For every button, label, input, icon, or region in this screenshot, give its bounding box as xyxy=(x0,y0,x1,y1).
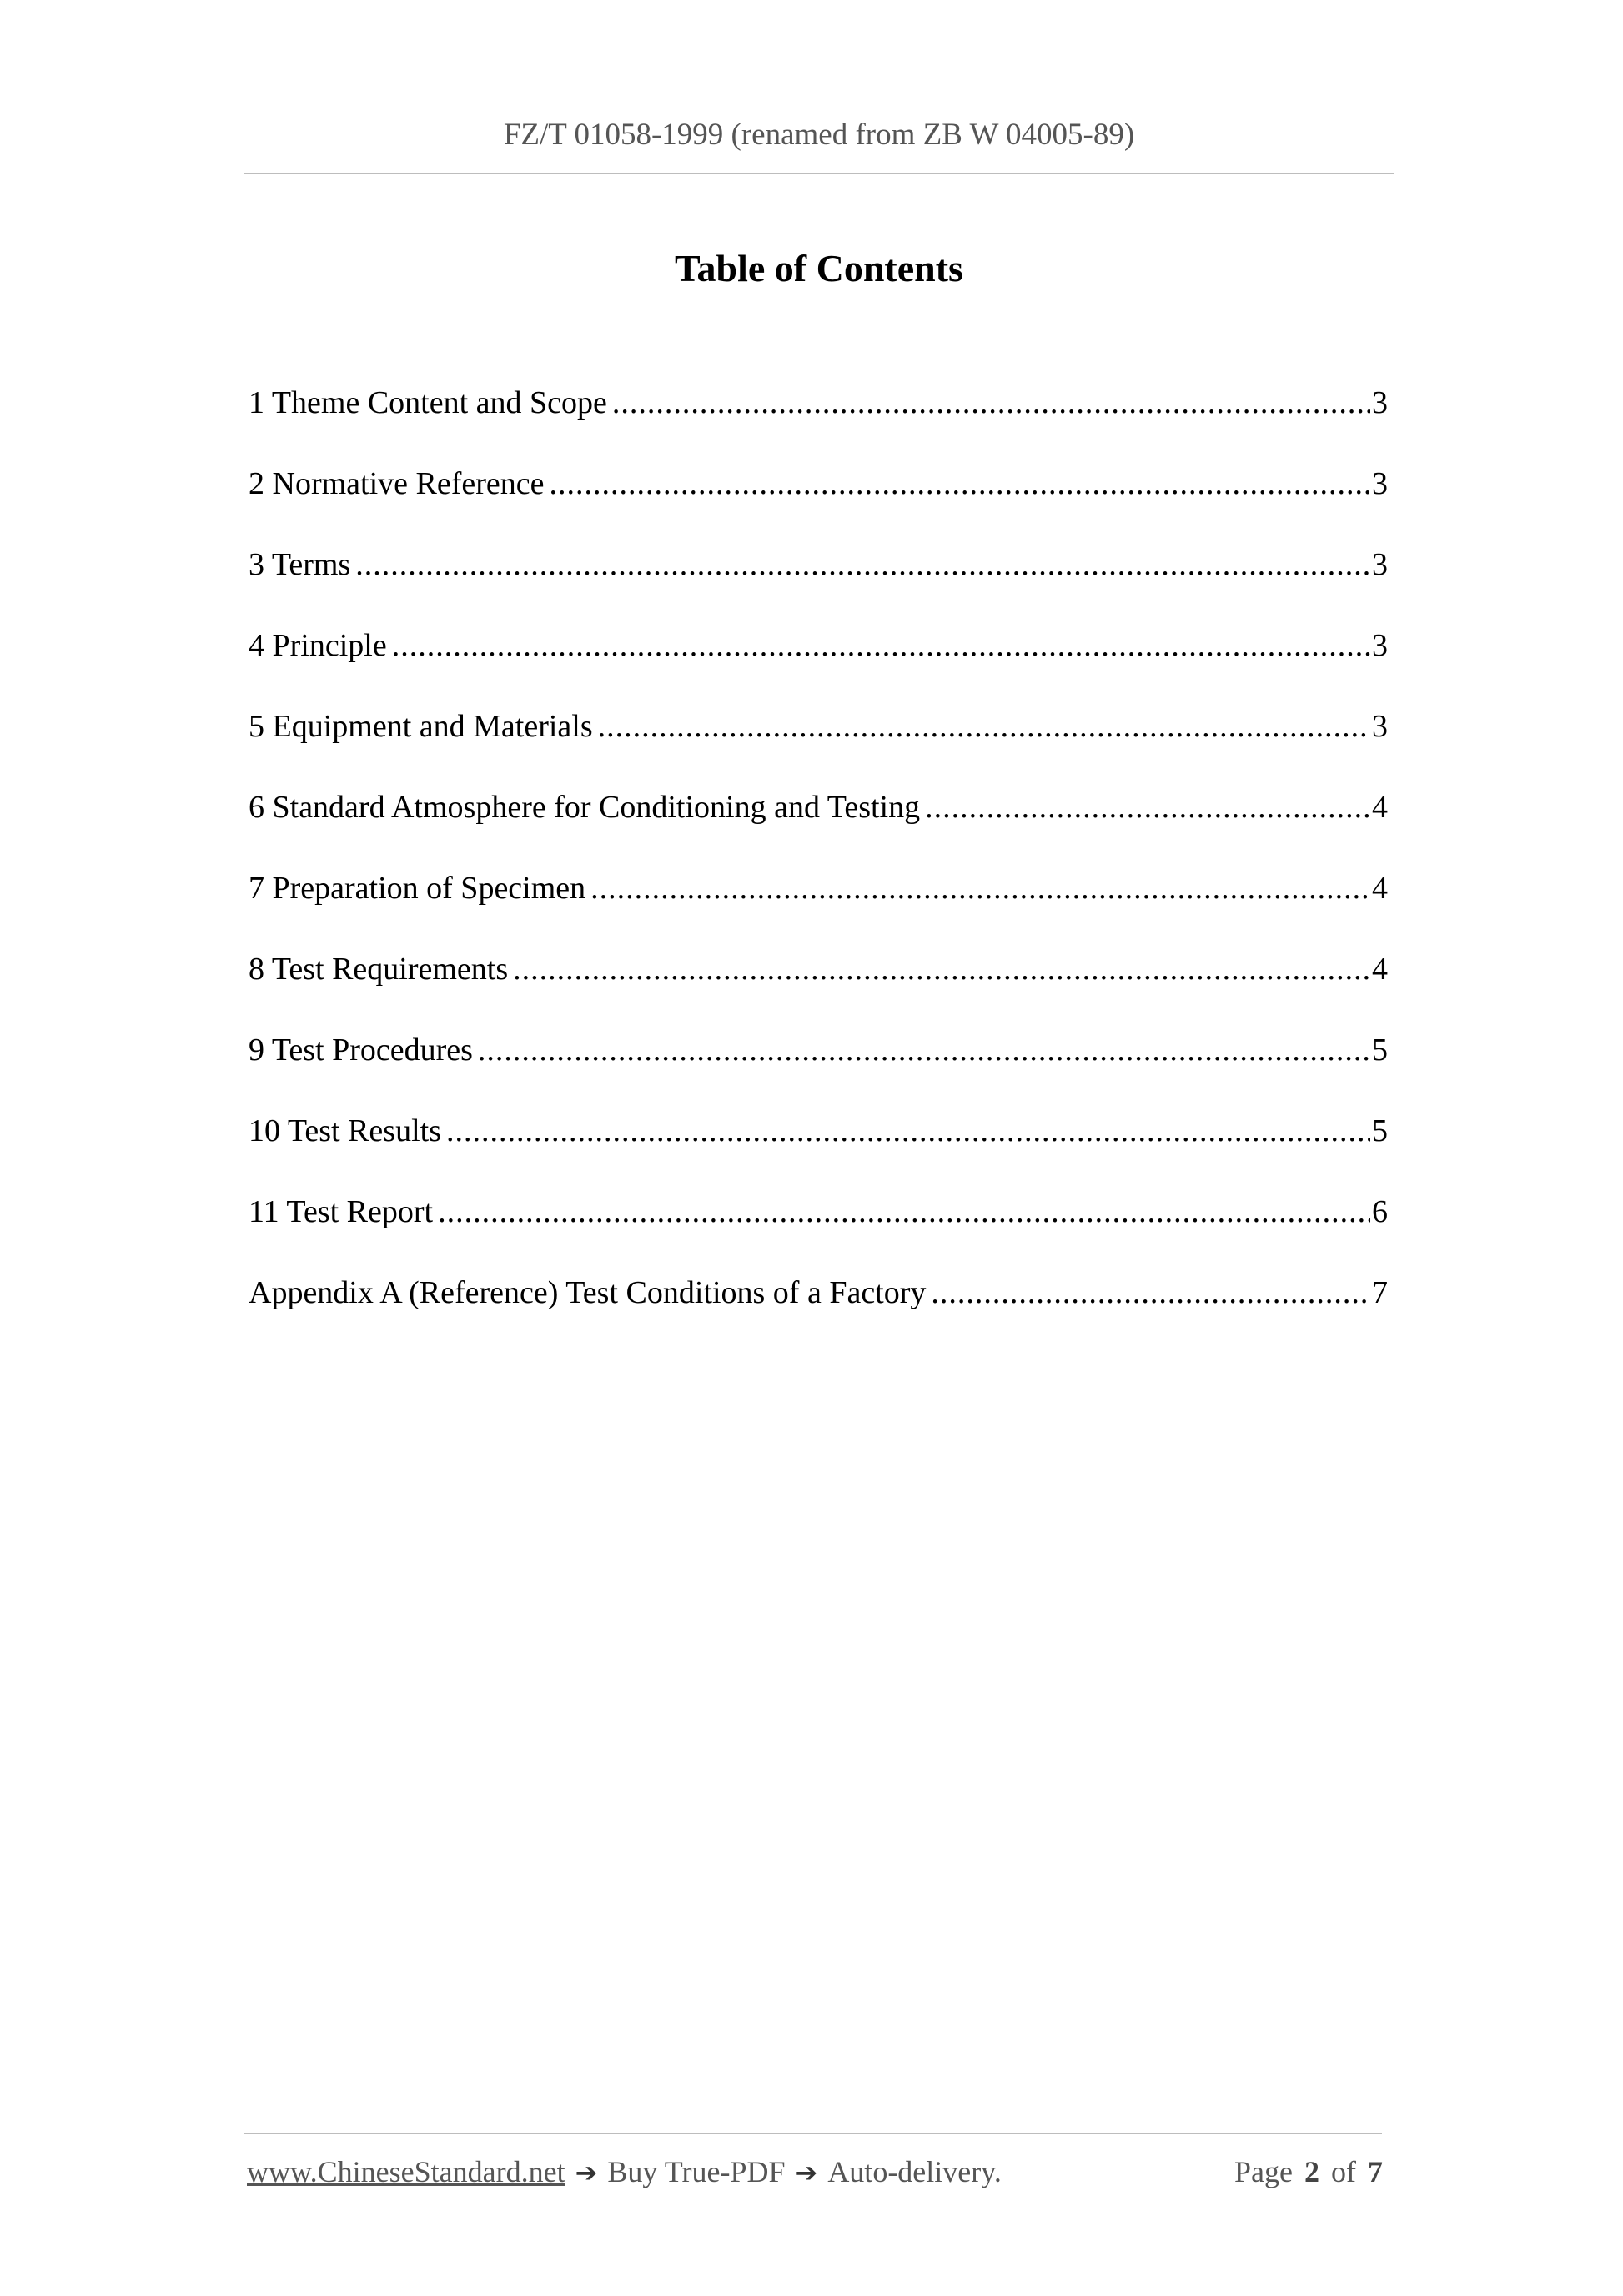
toc-entry-label: 9 Test Procedures xyxy=(249,1032,473,1068)
toc-entry[interactable] xyxy=(249,1269,1388,1350)
toc-leader-dots xyxy=(550,460,1371,507)
toc-leader-dots xyxy=(590,865,1370,912)
page-current: 2 xyxy=(1304,2155,1319,2188)
toc-entry[interactable] xyxy=(249,622,1388,703)
right-arrow-icon: ➔ xyxy=(795,2157,818,2188)
toc-leader-dots xyxy=(355,541,1370,588)
toc-entry-label: 4 Principle xyxy=(249,628,387,663)
page-header: FZ/T 01058-1999 (renamed from ZB W 04005-89) xyxy=(503,118,1135,152)
page-footer xyxy=(247,2153,1383,2191)
toc-leader-dots xyxy=(478,1027,1370,1073)
toc-leader-dots xyxy=(446,1108,1370,1154)
toc-entry[interactable] xyxy=(249,784,1388,865)
right-arrow-icon: ➔ xyxy=(575,2157,598,2188)
toc-leader-dots xyxy=(392,622,1370,669)
toc-entry-page: 3 xyxy=(1372,466,1388,501)
page-total: 7 xyxy=(1368,2155,1383,2188)
toc-entry-page: 4 xyxy=(1372,871,1388,906)
toc-entry-label: 10 Test Results xyxy=(249,1113,441,1148)
toc-leader-dots xyxy=(513,946,1370,992)
website-link[interactable]: www.ChineseStandard.net xyxy=(247,2155,565,2188)
toc-entry-label: Appendix A (Reference) Test Conditions of a Factory xyxy=(249,1275,927,1310)
toc-entry-label: 6 Standard Atmosphere for Conditioning and Testing xyxy=(249,790,921,825)
toc-entry-label: 7 Preparation of Specimen xyxy=(249,871,586,906)
toc-entry-page: 5 xyxy=(1372,1032,1388,1068)
toc-entry-page: 3 xyxy=(1372,709,1388,744)
toc-entry-page: 3 xyxy=(1372,628,1388,663)
footer-step-buy: Buy True-PDF xyxy=(607,2155,786,2188)
toc-entry[interactable] xyxy=(249,703,1388,784)
toc-entry-page: 4 xyxy=(1372,790,1388,825)
toc-leader-dots xyxy=(931,1269,1370,1316)
of-word: of xyxy=(1331,2155,1356,2188)
toc-entry-label: 1 Theme Content and Scope xyxy=(249,385,607,420)
toc-entry-label: 8 Test Requirements xyxy=(249,952,509,987)
page-word: Page xyxy=(1234,2155,1293,2188)
toc-entry-label: 11 Test Report xyxy=(249,1194,434,1229)
header-divider xyxy=(244,173,1394,174)
toc-leader-dots xyxy=(612,379,1370,426)
toc-entry[interactable] xyxy=(249,865,1388,946)
toc-entry-page: 3 xyxy=(1372,547,1388,582)
toc-entry[interactable] xyxy=(249,1188,1388,1269)
toc-entry-label: 5 Equipment and Materials xyxy=(249,709,593,744)
toc-entry-page: 4 xyxy=(1372,952,1388,987)
toc-entry-label: 3 Terms xyxy=(249,547,351,582)
toc-entry[interactable] xyxy=(249,379,1388,460)
toc-entry-page: 7 xyxy=(1372,1275,1388,1310)
toc-entry-page: 5 xyxy=(1372,1113,1388,1148)
footer-promo xyxy=(247,2153,1002,2191)
toc-entry-page: 3 xyxy=(1372,385,1388,420)
footer-divider xyxy=(244,2133,1382,2134)
toc-entry[interactable] xyxy=(249,946,1388,1027)
footer-step-delivery: Auto-delivery. xyxy=(827,2155,1002,2188)
toc-entry-page: 6 xyxy=(1372,1194,1388,1229)
toc-entry-label: 2 Normative Reference xyxy=(249,466,545,501)
toc-entry[interactable] xyxy=(249,541,1388,622)
toc-entry[interactable] xyxy=(249,1027,1388,1108)
toc-leader-dots xyxy=(925,784,1370,831)
toc-leader-dots xyxy=(438,1188,1370,1235)
toc-entry[interactable] xyxy=(249,460,1388,541)
toc-title: Table of Contents xyxy=(675,247,963,289)
page-number xyxy=(1234,2153,1383,2191)
toc-leader-dots xyxy=(598,703,1370,750)
toc-list xyxy=(249,379,1388,1350)
toc-entry[interactable] xyxy=(249,1108,1388,1188)
